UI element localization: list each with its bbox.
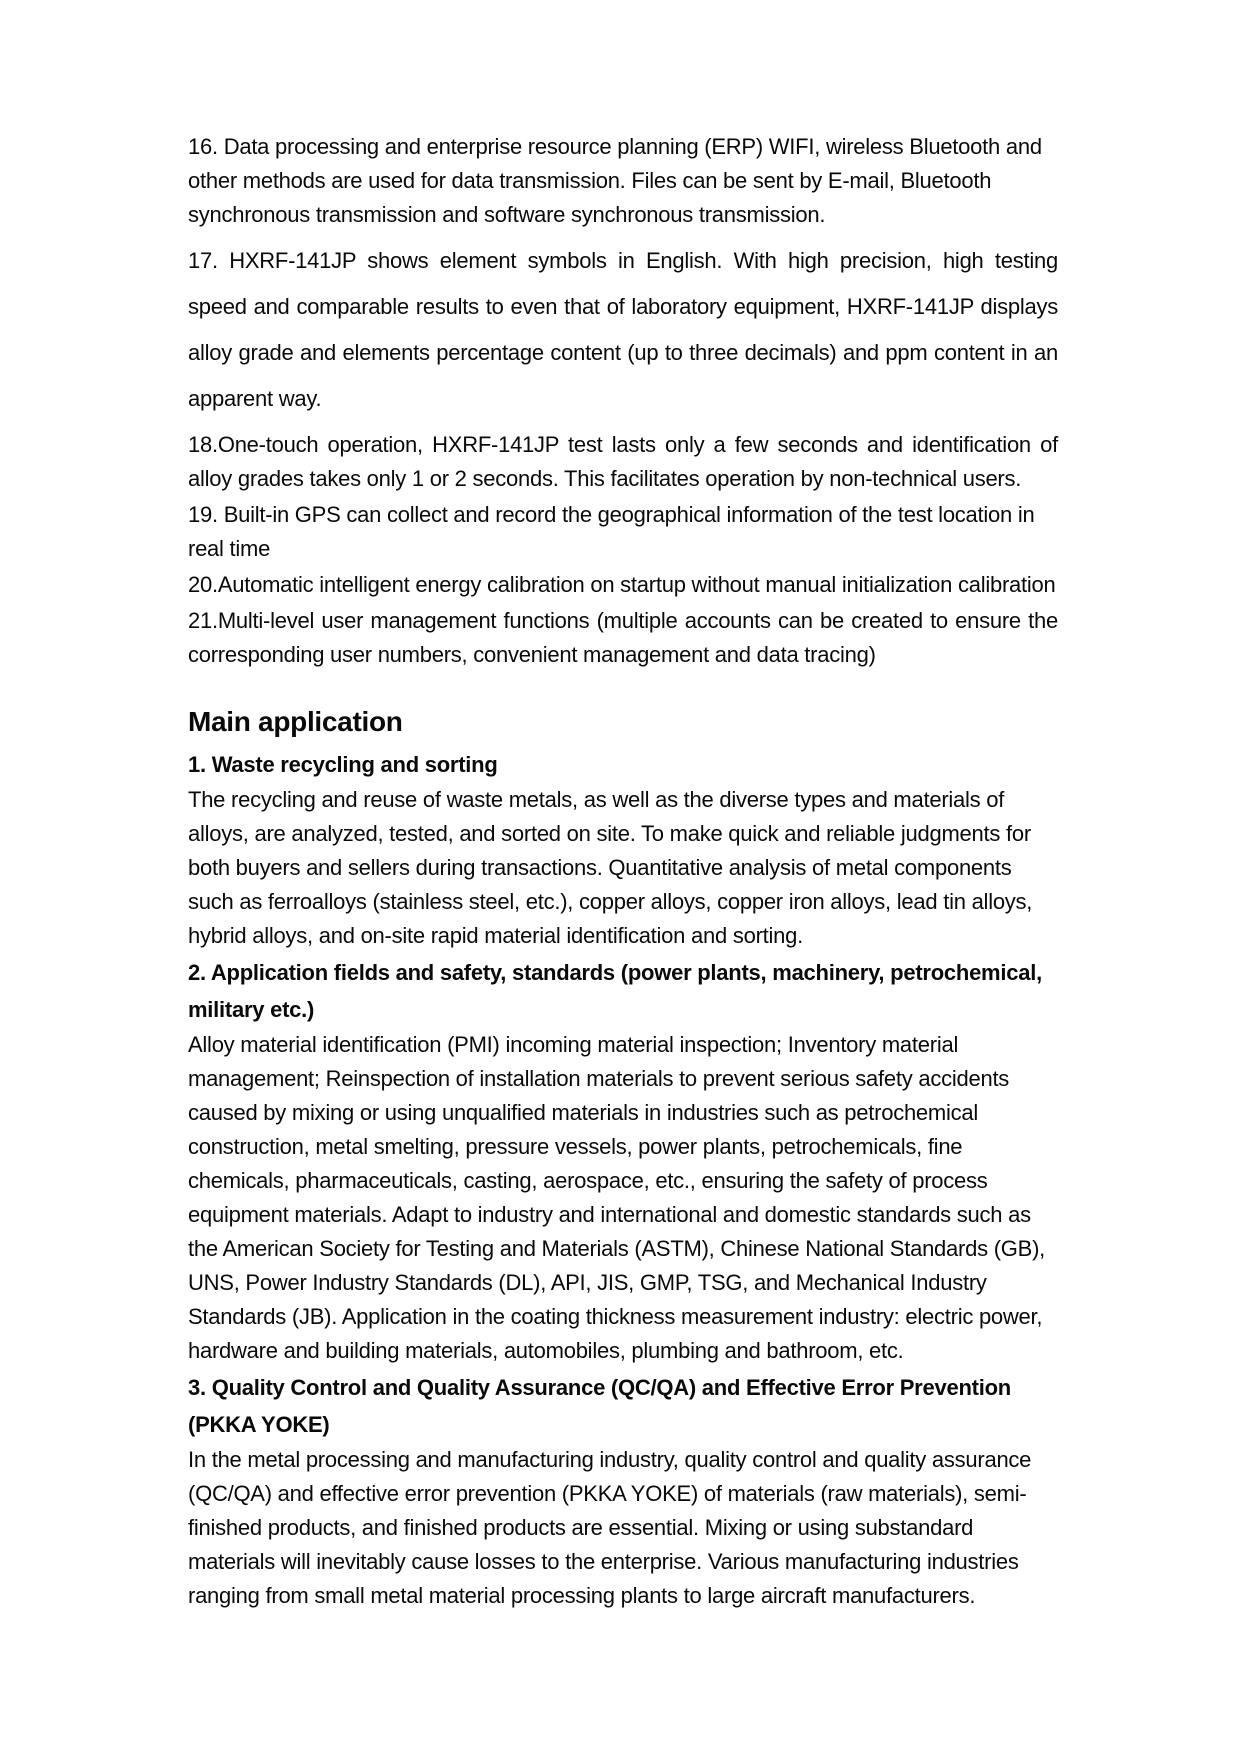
section-title-waste-recycling: 1. Waste recycling and sorting xyxy=(188,752,498,777)
feature-item-20: 20.Automatic intelligent energy calibration on startup without manual initialization calibration xyxy=(188,572,1056,597)
section-title-quality-control: 3. Quality Control and Quality Assurance (QC/QA) and Effective Error Prevention (PKKA YOKE) xyxy=(188,1375,1011,1437)
section-title-application-fields: 2. Application fields and safety, standards (power plants, machinery, petrochemical, military etc.) xyxy=(188,960,1042,1022)
document-page xyxy=(188,130,1058,1614)
feature-item-16: 16. Data processing and enterprise resource planning (ERP) WIFI, wireless Bluetooth and other methods are used for data transmission. Files can be sent by E-mail, Bluetooth synchronous transmission and software synchronous transmission. xyxy=(188,134,1042,227)
feature-item-18: 18.One-touch operation, HXRF-141JP test lasts only a few seconds and identification of alloy grades takes only 1 or 2 seconds. This facilitates operation by non-technical users. xyxy=(188,432,1058,491)
section-body-application-fields: Alloy material identification (PMI) incoming material inspection; Inventory material management; Reinspection of installation materials to prevent serious safety accidents caused by mixing or using unqualified materials in industries such as petrochemical construction, metal smelting, pressure vessels, power plants, petrochemicals, fine chemicals, pharmaceuticals, casting, aerospace, etc., ensuring the safety of process equipment materials. Adapt to industry and international and domestic standards such as the American Society for Testing and Materials (ASTM), Chinese National Standards (GB), UNS, Power Industry Standards (DL), API, JIS, GMP, TSG, and Mechanical Industry Standards (JB). Application in the coating thickness measurement industry: electric power, hardware and building materials, automobiles, plumbing and bathroom, etc. xyxy=(188,1032,1046,1363)
section-body-waste-recycling: The recycling and reuse of waste metals, as well as the diverse types and materials of alloys, are analyzed, tested, and sorted on site. To make quick and reliable judgments for both buyers and sellers during transactions. Quantitative analysis of metal components such as ferroalloys (stainless steel, etc.), copper alloys, copper iron alloys, lead tin alloys, hybrid alloys, and on-site rapid material identification and sorting. xyxy=(188,787,1033,948)
main-application-heading: Main application xyxy=(188,706,403,737)
feature-item-21: 21.Multi-level user management functions (multiple accounts can be created to ensure the corresponding user numbers, convenient management and data tracing) xyxy=(188,608,1058,667)
feature-item-17: 17. HXRF-141JP shows element symbols in English. With high precision, high testing speed and comparable results to even that of laboratory equipment, HXRF-141JP displays alloy grade and elements percentage content (up to three decimals) and ppm content in an apparent way. xyxy=(188,248,1058,411)
feature-item-19: 19. Built-in GPS can collect and record the geographical information of the test location in real time xyxy=(188,502,1035,561)
section-body-quality-control: In the metal processing and manufacturing industry, quality control and quality assurance (QC/QA) and effective error prevention (PKKA YOKE) of materials (raw materials), semi-finished products, and finished products are essential. Mixing or using substandard materials will inevitably cause losses to the enterprise. Various manufacturing industries ranging from small metal material processing plants to large aircraft manufacturers. xyxy=(188,1447,1032,1608)
